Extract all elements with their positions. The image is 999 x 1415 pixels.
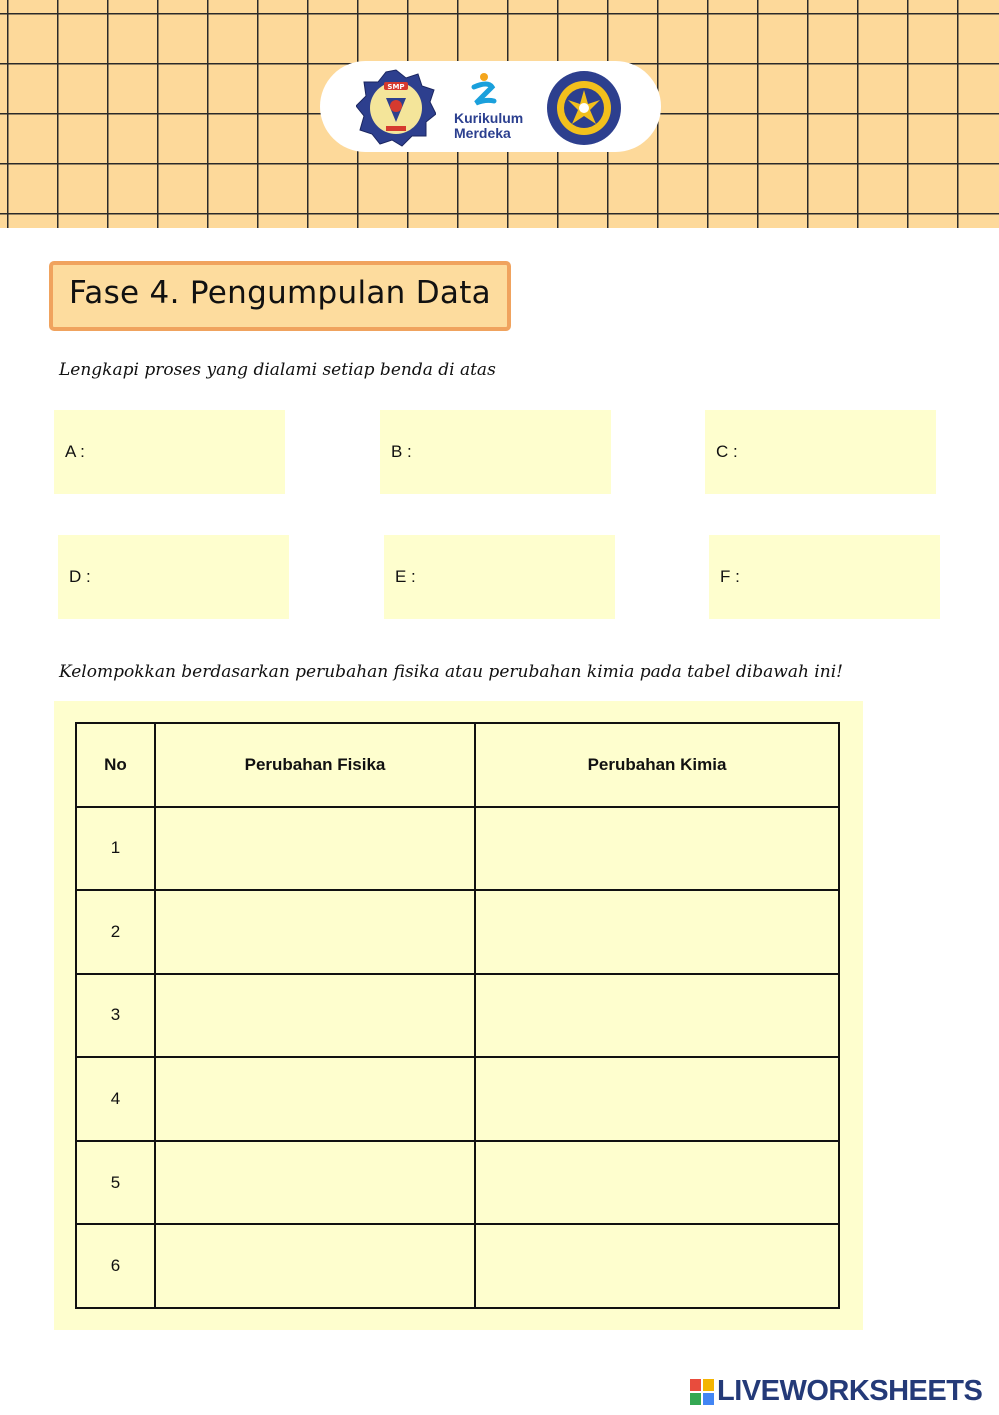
liveworksheets-brand[interactable] bbox=[690, 1375, 990, 1409]
header-banner bbox=[0, 0, 999, 228]
logo-bar bbox=[320, 61, 661, 152]
answer-box-f[interactable] bbox=[709, 535, 940, 619]
header-perubahan-fisika: Perubahan Fisika bbox=[155, 723, 475, 807]
table-row bbox=[76, 974, 839, 1058]
kimia-cell[interactable] bbox=[475, 1224, 839, 1308]
university-seal-icon bbox=[546, 70, 622, 146]
answer-box-label: F : bbox=[720, 567, 740, 586]
fisika-cell[interactable] bbox=[155, 807, 475, 891]
kimia-cell[interactable] bbox=[475, 807, 839, 891]
kimia-cell[interactable] bbox=[475, 890, 839, 974]
answer-box-d[interactable] bbox=[58, 535, 289, 619]
answer-box-label: B : bbox=[391, 442, 412, 461]
row-number: 1 bbox=[76, 807, 155, 891]
answer-box-e[interactable] bbox=[384, 535, 615, 619]
answer-box-label: A : bbox=[65, 442, 85, 461]
kurikulum-merdeka-mark-icon bbox=[454, 73, 530, 111]
table-row bbox=[76, 1057, 839, 1141]
answer-box-b[interactable] bbox=[380, 410, 611, 494]
answer-box-label: D : bbox=[69, 567, 91, 586]
instruction-group-table: Kelompokkan berdasarkan perubahan fisika atau perubahan kimia pada tabel dibawah ini! bbox=[59, 662, 843, 682]
kimia-cell[interactable] bbox=[475, 1141, 839, 1225]
table-row bbox=[76, 890, 839, 974]
kurikulum-text: Kurikulum bbox=[454, 110, 524, 126]
classification-table bbox=[75, 722, 840, 1309]
kimia-cell[interactable] bbox=[475, 1057, 839, 1141]
header-no: No bbox=[76, 723, 155, 807]
row-number: 2 bbox=[76, 890, 155, 974]
row-number: 4 bbox=[76, 1057, 155, 1141]
phase-title-box bbox=[49, 261, 511, 331]
liveworksheets-text: LIVEWORKSHEETS bbox=[717, 1375, 983, 1407]
instruction-complete-process: Lengkapi proses yang dialami setiap benda di atas bbox=[59, 360, 496, 380]
table-row bbox=[76, 1141, 839, 1225]
fisika-cell[interactable] bbox=[155, 1141, 475, 1225]
liveworksheets-logo-icon bbox=[690, 1379, 714, 1405]
answer-box-c[interactable] bbox=[705, 410, 936, 494]
school-emblem-text: SMP bbox=[387, 83, 405, 91]
row-number: 6 bbox=[76, 1224, 155, 1308]
row-number: 3 bbox=[76, 974, 155, 1058]
row-number: 5 bbox=[76, 1141, 155, 1225]
merdeka-text: Merdeka bbox=[454, 125, 511, 141]
kurikulum-merdeka-logo bbox=[454, 73, 530, 143]
table-header-row bbox=[76, 723, 839, 807]
fisika-cell[interactable] bbox=[155, 974, 475, 1058]
kimia-cell[interactable] bbox=[475, 974, 839, 1058]
answer-box-a[interactable] bbox=[54, 410, 285, 494]
phase-title: Fase 4. Pengumpulan Data bbox=[69, 275, 491, 311]
school-emblem-icon bbox=[356, 68, 436, 148]
table-row bbox=[76, 1224, 839, 1308]
table-row bbox=[76, 807, 839, 891]
answer-box-label: C : bbox=[716, 442, 738, 461]
answer-box-label: E : bbox=[395, 567, 416, 586]
fisika-cell[interactable] bbox=[155, 1224, 475, 1308]
fisika-cell[interactable] bbox=[155, 1057, 475, 1141]
header-perubahan-kimia: Perubahan Kimia bbox=[475, 723, 839, 807]
fisika-cell[interactable] bbox=[155, 890, 475, 974]
